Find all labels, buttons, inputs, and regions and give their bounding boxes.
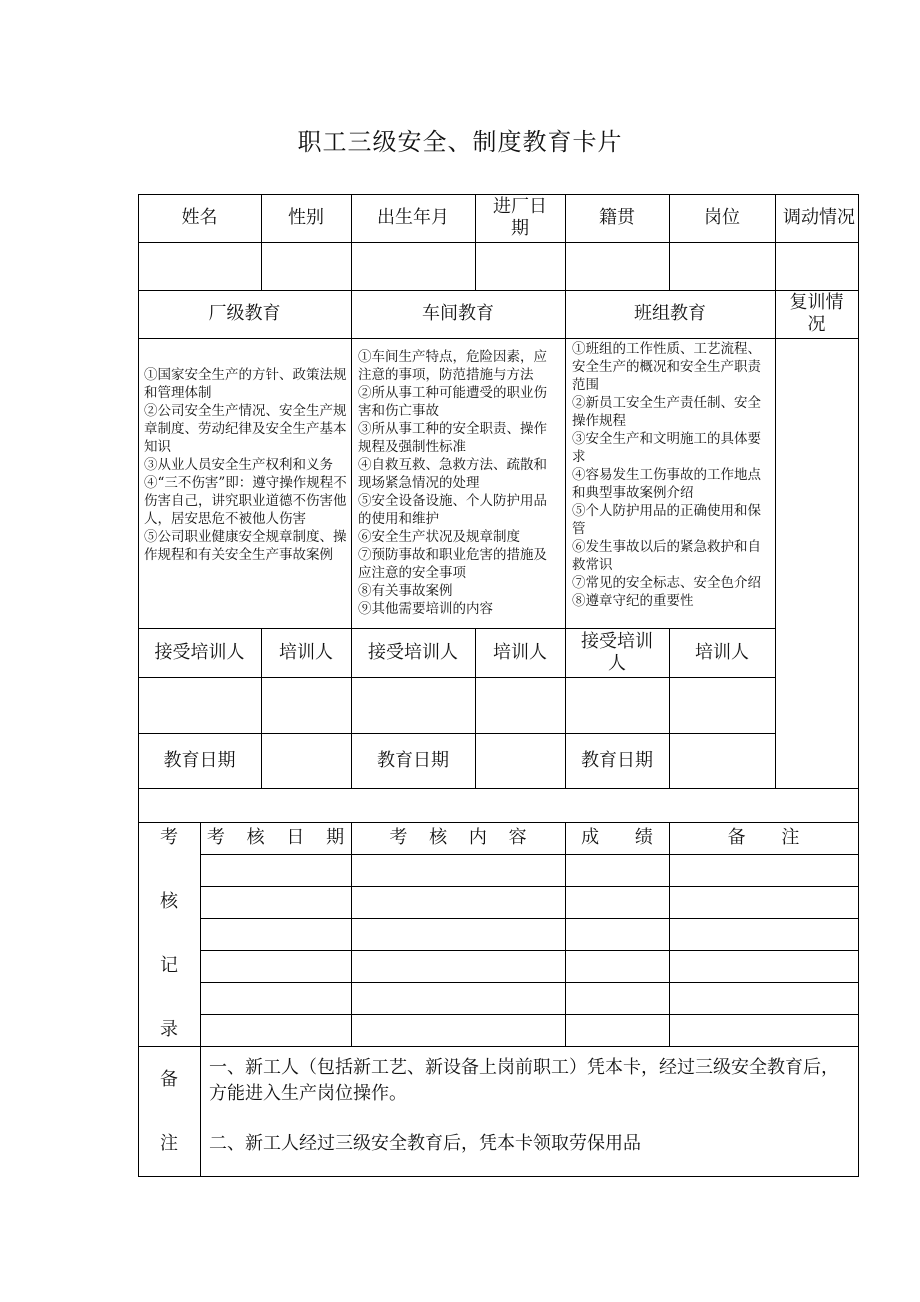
list-item: ②新员工安全生产责任制、安全操作规程: [572, 395, 761, 429]
list-item: ③安全生产和文明施工的具体要求: [572, 431, 761, 465]
team-edu-date-label: 教育日期: [581, 749, 653, 771]
assessment-date-header: 考 核 日 期: [206, 827, 345, 848]
list-item: ⑤安全设备设施、个人防护用品的使用和维护: [358, 493, 547, 527]
list-item: ⑥发生事故以后的紧急救护和自救常识: [572, 539, 761, 573]
list-item: ④容易发生工伤事故的工作地点和典型事故案例介绍: [572, 467, 761, 501]
team-trainer-label: 培训人: [695, 641, 749, 663]
factory-trainer-sign[interactable]: [261, 677, 351, 733]
team-items-list: [572, 340, 770, 610]
list-item: ③所从事工种的安全职责、操作规程及强制性标准: [358, 421, 547, 455]
workshop-trainee-label: 接受培训人: [368, 641, 458, 663]
workshop-trainer-label: 培训人: [493, 641, 547, 663]
list-item: ②所从事工种可能遭受的职业伤害和伤亡事故: [358, 385, 547, 419]
header-gender: 性别: [288, 207, 324, 228]
list-item: ④“三不伤害”即：遵守操作规程不伤害自己，讲究职业道德不伤害他人，居安思危不被他人伤害: [144, 475, 347, 527]
assessment-score-header: 成 绩: [581, 827, 653, 848]
note-line-2: 二、新工人经过三级安全教育后，凭本卡领取劳保用品: [209, 1133, 641, 1154]
assessment-side-char: 记: [160, 955, 178, 976]
assessment-side-char: 录: [160, 1019, 178, 1040]
assessment-content-header: 考 核 内 容: [389, 827, 527, 848]
factory-trainer-label: 培训人: [279, 641, 333, 663]
workshop-items-list: [358, 348, 560, 618]
section-team: 班组教育: [634, 303, 706, 324]
name-value-cell[interactable]: [138, 242, 261, 290]
section-retrain: 复训情况: [789, 292, 844, 335]
header-entry-date: 进厂日期: [493, 196, 547, 239]
team-edu-date-value[interactable]: [669, 733, 775, 788]
list-item: ③从业人员安全生产权利和义务: [144, 457, 333, 473]
list-item: ②公司安全生产情况、安全生产规章制度、劳动纪律及安全生产基本知识: [144, 403, 347, 455]
list-item: ⑦常见的安全标志、安全色介绍: [572, 575, 761, 591]
team-trainee-sign[interactable]: [565, 677, 669, 733]
list-item: ⑧有关事故案例: [358, 583, 453, 599]
list-item: ④自救互救、急救方法、疏散和现场紧急情况的处理: [358, 457, 547, 491]
team-trainee-label: 接受培训人: [581, 630, 653, 674]
list-item: ①车间生产特点，危险因素，应注意的事项，防范措施与方法: [358, 349, 547, 383]
team-trainer-sign[interactable]: [669, 677, 775, 733]
factory-edu-date-label: 教育日期: [163, 749, 236, 771]
notes-side-char: 注: [160, 1133, 178, 1154]
page-title: 职工三级安全、制度教育卡片: [297, 128, 623, 156]
list-item: ①班组的工作性质、工艺流程、安全生产的概况和安全生产职责范围: [572, 341, 761, 393]
header-transfer: 调动情况: [783, 207, 855, 228]
post-value-cell[interactable]: [669, 242, 775, 290]
section-workshop: 车间教育: [422, 303, 494, 324]
header-name: 姓名: [181, 207, 218, 228]
note-line-1: 一、新工人（包括新工艺、新设备上岗前职工）凭本卡，经过三级安全教育后，方能进入生产岗位操作。: [209, 1057, 839, 1104]
factory-trainee-sign[interactable]: [138, 677, 261, 733]
transfer-value-cell[interactable]: [775, 242, 858, 290]
list-item: ⑤个人防护用品的正确使用和保管: [572, 503, 761, 537]
assessment-remark-header: 备 注: [727, 827, 800, 848]
factory-edu-date-value[interactable]: [261, 733, 351, 788]
assessment-side-char: 考: [160, 827, 178, 848]
header-post: 岗位: [704, 207, 740, 228]
native-place-value-cell[interactable]: [565, 242, 669, 290]
header-native-place: 籍贯: [599, 207, 635, 228]
entry-date-value-cell[interactable]: [475, 242, 565, 290]
factory-trainee-label: 接受培训人: [154, 641, 245, 663]
list-item: ⑦预防事故和职业危害的措施及应注意的安全事项: [358, 547, 547, 581]
workshop-edu-date-label: 教育日期: [377, 749, 449, 771]
birth-value-cell[interactable]: [351, 242, 475, 290]
list-item: ⑧遵章守纪的重要性: [572, 593, 694, 609]
workshop-trainer-sign[interactable]: [475, 677, 565, 733]
workshop-trainee-sign[interactable]: [351, 677, 475, 733]
header-birth: 出生年月: [377, 207, 449, 228]
gender-value-cell[interactable]: [261, 242, 351, 290]
list-item: ⑥安全生产状况及规章制度: [358, 529, 520, 545]
section-factory: 厂级教育: [208, 303, 281, 324]
list-item: ①国家安全生产的方针、政策法规和管理体制: [144, 367, 347, 401]
list-item: ⑤公司职业健康安全规章制度、操作规程和有关安全生产事故案例: [144, 529, 347, 563]
notes-side-char: 备: [160, 1069, 178, 1090]
factory-items-list: [144, 366, 348, 564]
list-item: ⑨其他需要培训的内容: [358, 601, 493, 617]
assessment-side-char: 核: [160, 891, 178, 912]
workshop-edu-date-value[interactable]: [475, 733, 565, 788]
